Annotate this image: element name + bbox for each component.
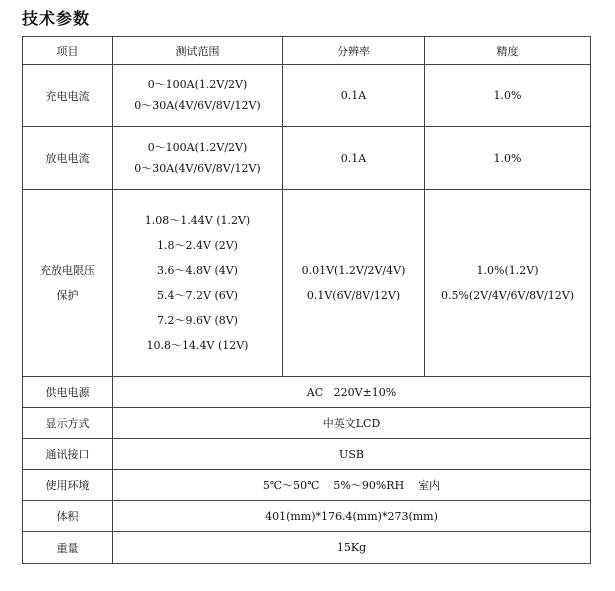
volume-label: 体积	[23, 501, 113, 532]
table-row-power	[23, 377, 591, 408]
interface-value: USB	[113, 439, 591, 470]
discharge-label: 放电电流	[23, 127, 113, 190]
protection-range-5: 7.2～9.6V (8V)	[157, 313, 238, 327]
power-label: 供电电源	[23, 377, 113, 408]
discharge-resolution: 0.1A	[283, 127, 425, 190]
power-value: AC 220V±10%	[113, 377, 591, 408]
charge-accuracy: 1.0%	[425, 65, 591, 127]
protection-range-4: 5.4～7.2V (6V)	[157, 288, 238, 302]
protection-label	[23, 190, 113, 377]
protection-resolution-2: 0.1V(6V/8V/12V)	[306, 288, 401, 302]
table-row-display	[23, 408, 591, 439]
protection-range-1: 1.08～1.44V (1.2V)	[144, 213, 251, 227]
page-title: 技术参数	[22, 9, 91, 28]
protection-range-3: 3.6～4.8V (4V)	[157, 263, 238, 277]
protection-resolutions	[283, 190, 425, 377]
header-item: 项目	[23, 37, 113, 65]
protection-resolution-1: 0.01V(1.2V/2V/4V)	[301, 263, 406, 277]
environment-value: 5℃～50℃ 5%～90%RH 室内	[113, 470, 591, 501]
volume-value: 401(mm)*176.4(mm)*273(mm)	[113, 501, 591, 532]
charge-resolution: 0.1A	[283, 65, 425, 127]
table-row-protection	[23, 190, 591, 377]
table-row-volume	[23, 501, 591, 532]
table-row-interface	[23, 439, 591, 470]
environment-label: 使用环境	[23, 470, 113, 501]
protection-accuracies	[425, 190, 591, 377]
table-row-charge	[23, 65, 591, 127]
header-resolution: 分辨率	[283, 37, 425, 65]
protection-label-line2: 保护	[56, 288, 79, 302]
protection-accuracy-2: 0.5%(2V/4V/6V/8V/12V)	[440, 288, 575, 302]
discharge-ranges	[113, 127, 283, 190]
discharge-range-1: 0～100A(1.2V/2V)	[147, 140, 248, 154]
charge-ranges	[113, 65, 283, 127]
display-value: 中英文LCD	[113, 408, 591, 439]
table-header-row	[23, 37, 591, 65]
discharge-range-2: 0～30A(4V/6V/8V/12V)	[134, 161, 261, 175]
weight-label: 重量	[23, 532, 113, 564]
protection-range-2: 1.8～2.4V (2V)	[157, 238, 238, 252]
weight-value: 15Kg	[113, 532, 591, 564]
protection-range-6: 10.8～14.4V (12V)	[146, 338, 249, 352]
interface-label: 通讯接口	[23, 439, 113, 470]
spec-table	[22, 36, 591, 564]
charge-range-1: 0～100A(1.2V/2V)	[147, 78, 248, 91]
discharge-accuracy: 1.0%	[425, 127, 591, 190]
protection-ranges	[113, 190, 283, 377]
display-label: 显示方式	[23, 408, 113, 439]
charge-range-2: 0～30A(4V/6V/8V/12V)	[134, 99, 261, 112]
protection-accuracy-1: 1.0%(1.2V)	[476, 263, 539, 277]
table-row-weight	[23, 532, 591, 564]
header-accuracy: 精度	[425, 37, 591, 65]
charge-label: 充电电流	[23, 65, 113, 127]
protection-label-line1: 充放电限压	[40, 263, 95, 277]
header-range: 测试范围	[113, 37, 283, 65]
table-row-environment	[23, 470, 591, 501]
table-row-discharge	[23, 127, 591, 190]
